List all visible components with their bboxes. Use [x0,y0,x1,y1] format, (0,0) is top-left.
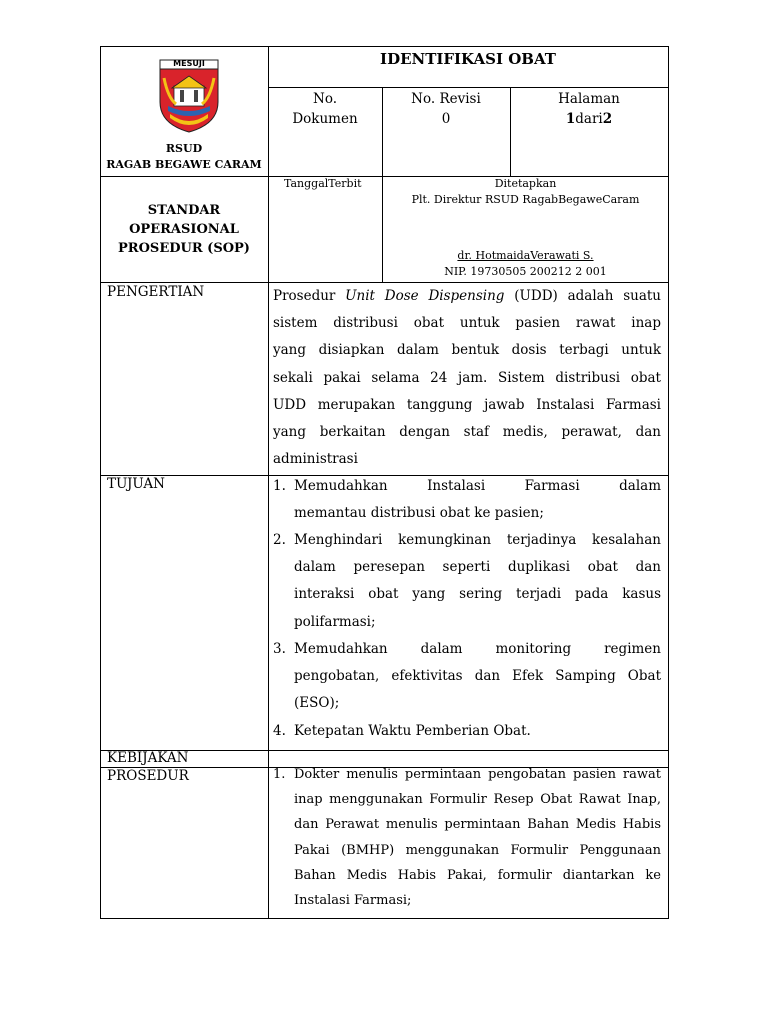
pengertian-line: yang disiapkan dalam bentuk dosis terbagi untuk [273,342,661,359]
prosedur-line: Dokter menulis permintaan pengobatan pasien rawat [294,767,661,782]
prosedur-line: Pakai (BMHP) menggunakan Formulir Penggunaan [294,842,661,858]
signer-name: dr. HotmaidaVerawati S. [457,249,594,262]
pengertian-line: yang berkaitan dengan staf medis, perawat, dan [273,423,661,440]
page-title: IDENTIFIKASI OBAT [380,50,556,68]
page-current: 1 [565,111,576,127]
tujuan-num: 1. [273,478,286,494]
prosedur-line: Instalasi Farmasi; [294,892,412,908]
prosedur-item [294,762,661,913]
revision-value: 0 [441,111,451,127]
table-border-top [100,46,669,47]
tujuan-line: polifarmasi; [294,613,376,630]
tujuan-line: Memudahkan dalam monitoring regimen [294,641,661,657]
tujuan-item [294,636,661,718]
tujuan-line: interaksi obat yang sering terjadi pada kasus [294,586,661,603]
prosedur-label: PROSEDUR [107,768,189,784]
tujuan-item [294,527,661,636]
tujuan-item [294,473,661,527]
tujuan-line: Menghindari kemungkinan terjadinya kesalahan [294,532,661,548]
set-by-label: Ditetapkan [494,177,557,190]
tujuan-line: dalam peresepan seperti duplikasi obat dan [294,559,661,576]
tujuan-line: Memudahkan Instalasi Farmasi dalam [294,478,661,494]
tujuan-label: TUJUAN [107,476,165,492]
pengertian-line: UDD merupakan tanggung jawab Instalasi Farmasi [273,396,661,413]
tujuan-line: memantau distribusi obat ke pasien; [294,505,544,522]
tujuan-line: Ketepatan Waktu Pemberian Obat. [294,723,531,739]
doc-number-label-line1: No. [313,91,337,107]
page-sep: dari [575,111,603,127]
sop-label-line3: PROSEDUR (SOP) [118,241,250,256]
sop-label-line2: OPERASIONAL [129,222,239,237]
tujuan-num: 2. [273,532,286,548]
revision-label: No. Revisi [411,91,481,107]
hospital-name-line1: RSUD [165,142,203,155]
hospital-logo [158,58,220,134]
tujuan-line: pengobatan, efektivitas dan Efek Samping Obat [294,668,661,685]
prosedur-num: 1. [273,767,286,782]
doc-number-label [268,89,382,129]
pengertian-label: PENGERTIAN [107,284,205,300]
revision-cell [382,89,510,129]
table-border-bottom [100,918,669,919]
page-cell [510,89,668,129]
set-by-title: Plt. Direktur RSUD RagabBegaweCaram [411,193,640,206]
tujuan-num: 3. [273,641,286,657]
page-counter [510,109,668,129]
kebijakan-label: KEBIJAKAN [107,750,189,766]
tujuan-item [294,718,661,745]
doc-number-label-line2: Dokumen [292,111,358,127]
prosedur-line: dan Perawat menulis permintaan Bahan Medis Habis [294,817,661,833]
prosedur-line: inap menggunakan Formulir Resep Obat Rawat Inap, [294,792,661,808]
signer-nip: NIP. 19730505 200212 2 001 [444,265,607,278]
date-issued-label: TanggalTerbit [284,177,362,190]
page-label: Halaman [558,91,620,107]
title-row-divider [268,87,669,88]
pengertian-line: Prosedur Unit Dose Dispensing (UDD) adalah suatu [273,288,661,304]
pengertian-line: sekali pakai selama 24 jam. Sistem distribusi obat [273,369,661,386]
page-total: 2 [602,111,613,127]
sop-label [100,201,268,258]
hospital-name-line2: RAGAB BEGAWE CARAM [106,158,262,171]
sop-label-line1: STANDAR [147,203,221,218]
prosedur-line: Bahan Medis Habis Pakai, formulir diantarkan ke [294,867,661,883]
logo-banner-text: MESUJI [173,59,205,68]
tujuan-line: (ESO); [294,695,340,712]
pengertian-text [273,283,661,473]
tujuan-num: 4. [273,723,286,739]
pengertian-line: administrasi [273,451,358,468]
pengertian-line: sistem distribusi obat untuk pasien rawat inap [273,315,661,332]
